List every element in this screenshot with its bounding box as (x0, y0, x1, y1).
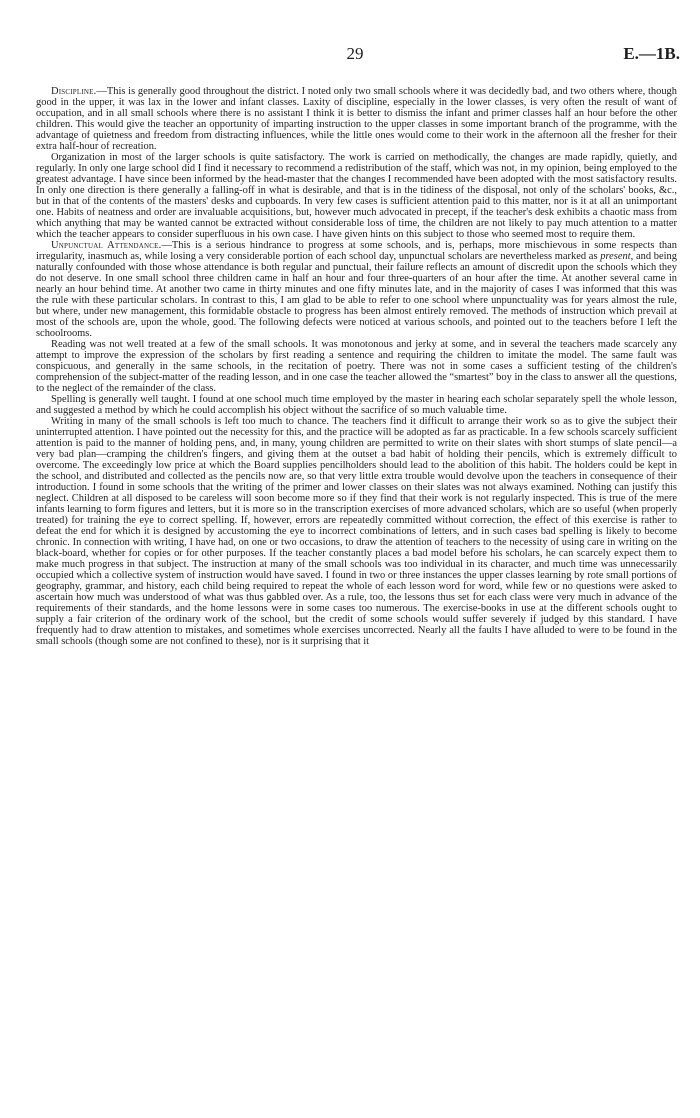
heading-discipline: Discipline. (51, 86, 97, 97)
paragraph-text: , and being naturally confounded with those whose attendance is both regular and punctual, their failure reflects an amount of discredit upon the schools which they do not deserve. In one small school three children came in half an hour and four three-quarters of an hour after the time. At another several came in nearly an hour behind time. At another two came in thirty minutes and one fifty minutes late, and in the majority of cases I was informed that this was the rule with these particular scholars. In contrast to this, I am glad to be able to refer to one school where unpunctuality was for years almost the rule, but where, under new management, this formidable obstacle to progress has been almost entirely removed. The methods of instruction which prevail at most of the schools are, upon the whole, good. The following defects were noticed at various schools, and pointed out to the teachers before I left the schoolrooms. (36, 251, 677, 339)
paragraph-spelling (36, 394, 677, 416)
paragraph-discipline (36, 86, 677, 152)
paragraph-writing (36, 416, 677, 647)
paragraph-text: Spelling is generally well taught. I found at one school much time employed by the master in hearing each scholar separately spell the whole lesson, and suggested a method by which he could accomplish his object without the sacrifice of so much valuable time. (36, 394, 677, 416)
emphasis-present: present (600, 251, 631, 262)
heading-unpunctual-attendance: Unpunctual Attendance. (51, 240, 162, 251)
document-reference: E.—1B. (623, 44, 680, 63)
page-header (30, 44, 680, 68)
paragraph-text: Writing in many of the small schools is left too much to chance. The teachers find it difficult to arrange their work so as to give the subject their uninterrupted attention. I have pointed out the necessity for this, and the practice will be adopted as far as practicable. In a few schools scarcely sufficient attention is paid to the manner of holding pens, and, in many, young children are permitted to write on their slates with short stumps of slate pencil—a very bad plan—cramping the children's fingers, and giving them at the outset a bad habit of holding their pencils, which is extremely difficult to overcome. The exceedingly low price at which the Board supplies pencilholders should lead to the abolition of this habit. The holders could be kept in the school, and distributed and collected as the pencils now are, so that very little extra trouble would devolve upon the teachers in consequence of their introduction. I found in some schools that the writing of the primer and lower classes on their slates was not always examined. Nothing can justify this neglect. Children at all disposed to be careless will soon become more so if they find that their work is not regularly inspected. This is true of the mere infants learning to form figures and letters, but it is more so in the transcription exercises of more advanced scholars, which are so useful (when properly treated) for training the eye to correct spelling. If, however, errors are repeatedly committed without correction, the effect of this exercise is rather to defeat the end for which it is designed by accustoming the eye to incorrect combinations of letters, and in such cases bad spelling is likely to become chronic. In connection with writing, I have had, on one or two occasions, to draw the attention of teachers to the necessity of using care in writing on the black-board, whether for copies or for other purposes. If the teacher constantly places a bad model before his scholars, he can scarcely expect them to make much progress in that subject. The instruction at many of the small schools was too individual in its character, and much time was unnecessarily occupied which a collective system of instruction would have saved. I found in two or three instances the upper classes learning by rote small portions of geography, grammar, and history, each child being required to repeat the whole of each lesson word for word, while few or no questions were asked to ascertain how much was understood of what was thus gabbled over. As a rule, too, the lessons thus set for each class were very much in advance of the requirements of their standards, and the home lessons were in some cases too numerous. The exercise-books in use at the different schools ought to supply a fair criterion of the ordinary work of the school, but the credit of some schools would suffer severely if judged by this standard. I have frequently had to draw attention to mistakes, and sometimes whole exercises uncorrected. Nearly all the faults I have alluded to were to be found in the small schools (though some are not confined to these), nor is it surprising that it (36, 416, 677, 647)
paragraph-text: —This is a serious hindrance to progress at some schools, and is, perhaps, more mischievous in some respects than irregularity, inasmuch as, while losing a very considerable portion of each school day, unpunctual scholars are nevertheless marked as (36, 240, 677, 262)
paragraph-text: Reading was not well treated at a few of the small schools. It was monotonous and jerky at some, and in several the teachers made scarcely any attempt to improve the expression of the scholars by first reading a sentence and requiring the children to imitate the model. The same fault was conspicuous, and generally in the same schools, in the recitation of poetry. There was not in some cases a sufficient testing of the children's comprehension of the subject-matter of the reading lesson, and in one case the teacher allowed the “smartest” boy in the class to answer all the questions, to the neglect of the remainder of the class. (36, 339, 677, 394)
page-number: 29 (346, 44, 364, 63)
paragraph-reading (36, 339, 677, 394)
paragraph-text: Organization in most of the larger schools is quite satisfactory. The work is carried on methodically, the changes are made rapidly, quietly, and regularly. In only one large school did I find it necessary to recommend a redistribution of the staff, which was not, in my opinion, being employed to the greatest advantage. I have since been informed by the head-master that the changes I recommended have been adopted with the most satisfactory results. In only one direction is there generally a falling-off in what is desirable, and that is in the tidiness of the disposal, not only of the scholars' books, &c., but in that of the contents of the masters' desks and cupboards. In very few cases is sufficient attention paid to this matter, nor is it at all an unimportant one. Habits of neatness and order are invaluable acquisitions, but, however much advocated in precept, if the teacher's desk exhibits a chaotic mass from which anything that may be wanted cannot be extracted without considerable loss of time, the children are not likely to pay much attention to a matter which the teacher appears to consider superfluous in his own case. I have given hints on this subject to those who seemed most to require them. (36, 152, 677, 240)
paragraph-organization (36, 152, 677, 240)
paragraph-unpunctual-attendance (36, 240, 677, 339)
paragraph-text: —This is generally good throughout the district. I noted only two small schools where it was decidedly bad, and two others where, though good in the upper, it was lax in the lower and infant classes. Laxity of discipline, especially in the lower classes, is very often the result of want of occupation, and in all small schools where there is no assistant I think it is better to dismiss the infant and primer classes half an hour before the other children. This would give the teacher an opportunity of imparting instruction to the upper classes in some important branch of the programme, with the advantage of quietness and freedom from distracting influences, while the little ones would come to their work in the afternoon all the fresher for their extra half-hour of recreation. (36, 86, 677, 152)
report-body (36, 86, 677, 647)
